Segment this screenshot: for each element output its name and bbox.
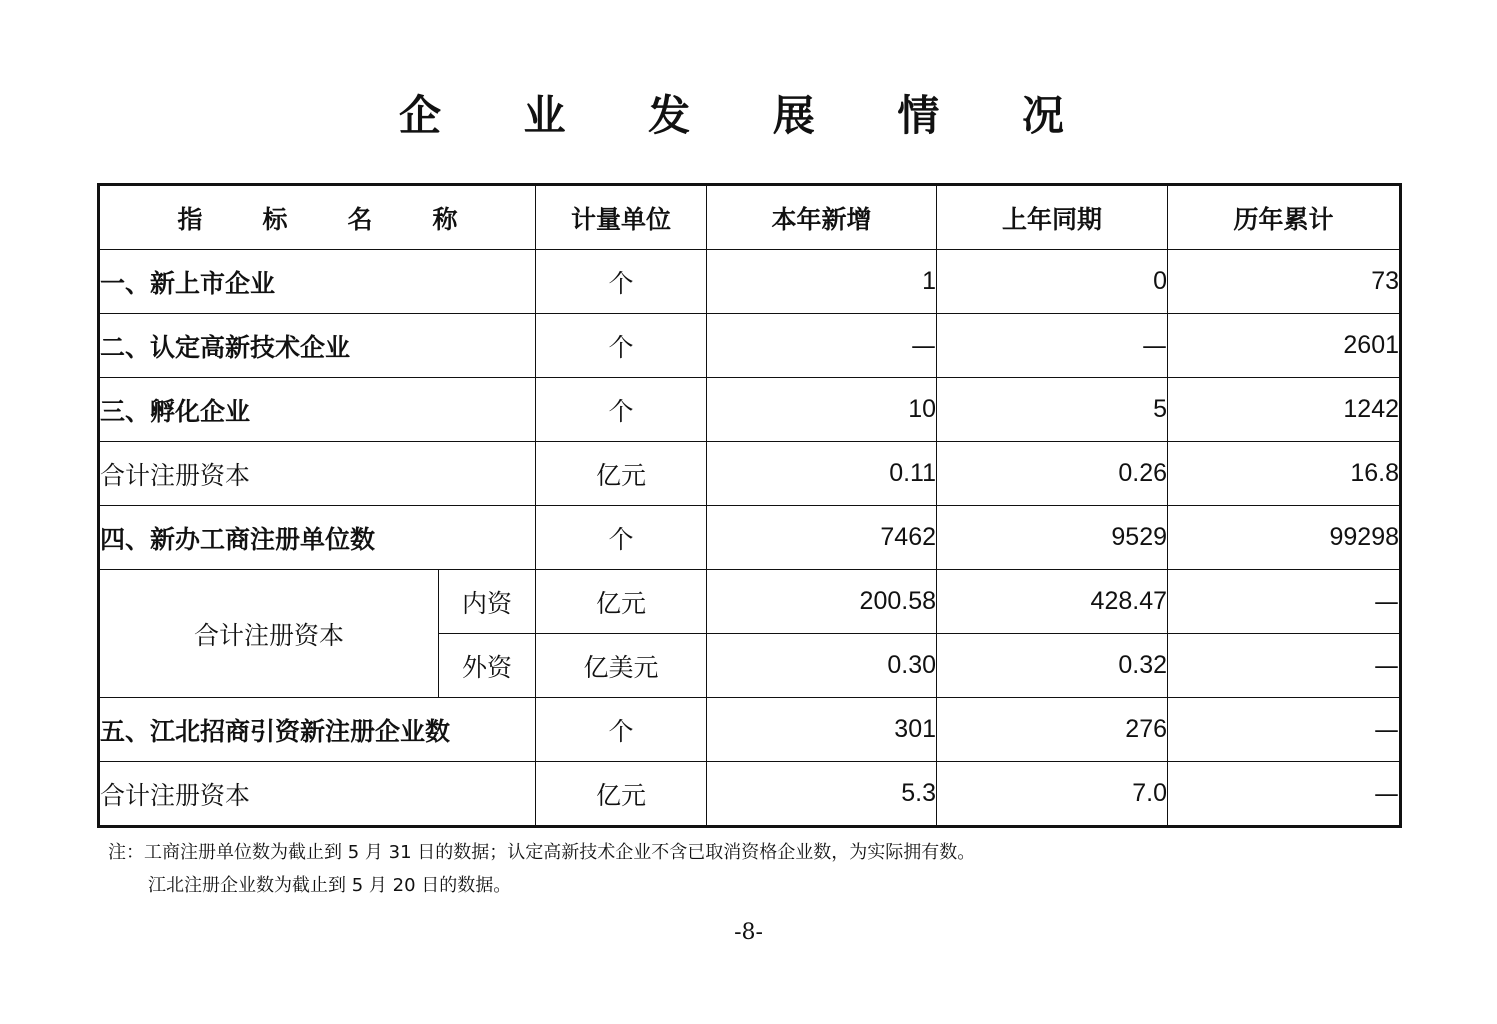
table-row (99, 762, 1401, 827)
row-label: 二、认定高新技术企业 (99, 314, 536, 378)
table-row (99, 250, 1401, 314)
row-label: 合计注册资本 (99, 442, 536, 506)
row-last-year: 0.32 (937, 634, 1168, 698)
row-this-year: 10 (707, 378, 937, 442)
row-this-year: — (707, 314, 937, 378)
row-unit: 个 (536, 250, 707, 314)
header-unit: 计量单位 (536, 185, 707, 250)
page-number: -8- (734, 920, 763, 945)
row-unit: 个 (536, 698, 707, 762)
row-unit: 亿元 (536, 570, 707, 634)
page-title: 企 业 发 展 情 况 (398, 91, 1099, 140)
footnotes (108, 836, 975, 902)
row-last-year: 0 (937, 250, 1168, 314)
header-last-year: 上年同期 (937, 185, 1168, 250)
row-this-year: 7462 (707, 506, 937, 570)
row-label: 三、孵化企业 (99, 378, 536, 442)
row-last-year: 428.47 (937, 570, 1168, 634)
row-last-year: 5 (937, 378, 1168, 442)
row-cumulative: 16.8 (1168, 442, 1401, 506)
table-row (99, 442, 1401, 506)
row-cumulative: — (1168, 698, 1401, 762)
header-cumulative: 历年累计 (1168, 185, 1401, 250)
row-cumulative: — (1168, 570, 1401, 634)
row-this-year: 0.11 (707, 442, 937, 506)
row-last-year: — (937, 314, 1168, 378)
table-row (99, 314, 1401, 378)
row-last-year: 0.26 (937, 442, 1168, 506)
row-unit: 亿元 (536, 762, 707, 827)
row-unit: 亿元 (536, 442, 707, 506)
row-this-year: 5.3 (707, 762, 937, 827)
row-sub-label: 外资 (439, 634, 536, 698)
enterprise-development-table (97, 183, 1402, 828)
row-last-year: 9529 (937, 506, 1168, 570)
row-cumulative: 1242 (1168, 378, 1401, 442)
row-sub-label: 内资 (439, 570, 536, 634)
row-cumulative: 99298 (1168, 506, 1401, 570)
footnote-line-2: 江北注册企业数为截止到 5 月 20 日的数据。 (148, 875, 512, 896)
row-label: 五、江北招商引资新注册企业数 (99, 698, 536, 762)
table-row (99, 698, 1401, 762)
table-row (99, 378, 1401, 442)
row-this-year: 200.58 (707, 570, 937, 634)
row-label: 一、新上市企业 (99, 250, 536, 314)
header-indicator-name: 指标名称 (99, 185, 536, 250)
row-label: 合计注册资本 (99, 762, 536, 827)
row-this-year: 1 (707, 250, 937, 314)
row-unit: 个 (536, 314, 707, 378)
row-last-year: 276 (937, 698, 1168, 762)
header-this-year: 本年新增 (707, 185, 937, 250)
table-row (99, 506, 1401, 570)
row-cumulative: 73 (1168, 250, 1401, 314)
row-label: 四、新办工商注册单位数 (99, 506, 536, 570)
row-this-year: 301 (707, 698, 937, 762)
row-cumulative: — (1168, 762, 1401, 827)
row-last-year: 7.0 (937, 762, 1168, 827)
row-cumulative: 2601 (1168, 314, 1401, 378)
row-unit: 个 (536, 378, 707, 442)
footnote-line-1: 注：工商注册单位数为截止到 5 月 31 日的数据；认定高新技术企业不含已取消资格企业数，为实际拥有数。 (108, 842, 976, 863)
row-unit: 个 (536, 506, 707, 570)
row-this-year: 0.30 (707, 634, 937, 698)
row-unit: 亿美元 (536, 634, 707, 698)
table-row (99, 570, 1401, 634)
row-label-merged: 合计注册资本 (99, 570, 439, 698)
row-cumulative: — (1168, 634, 1401, 698)
table-header-row (99, 185, 1401, 250)
